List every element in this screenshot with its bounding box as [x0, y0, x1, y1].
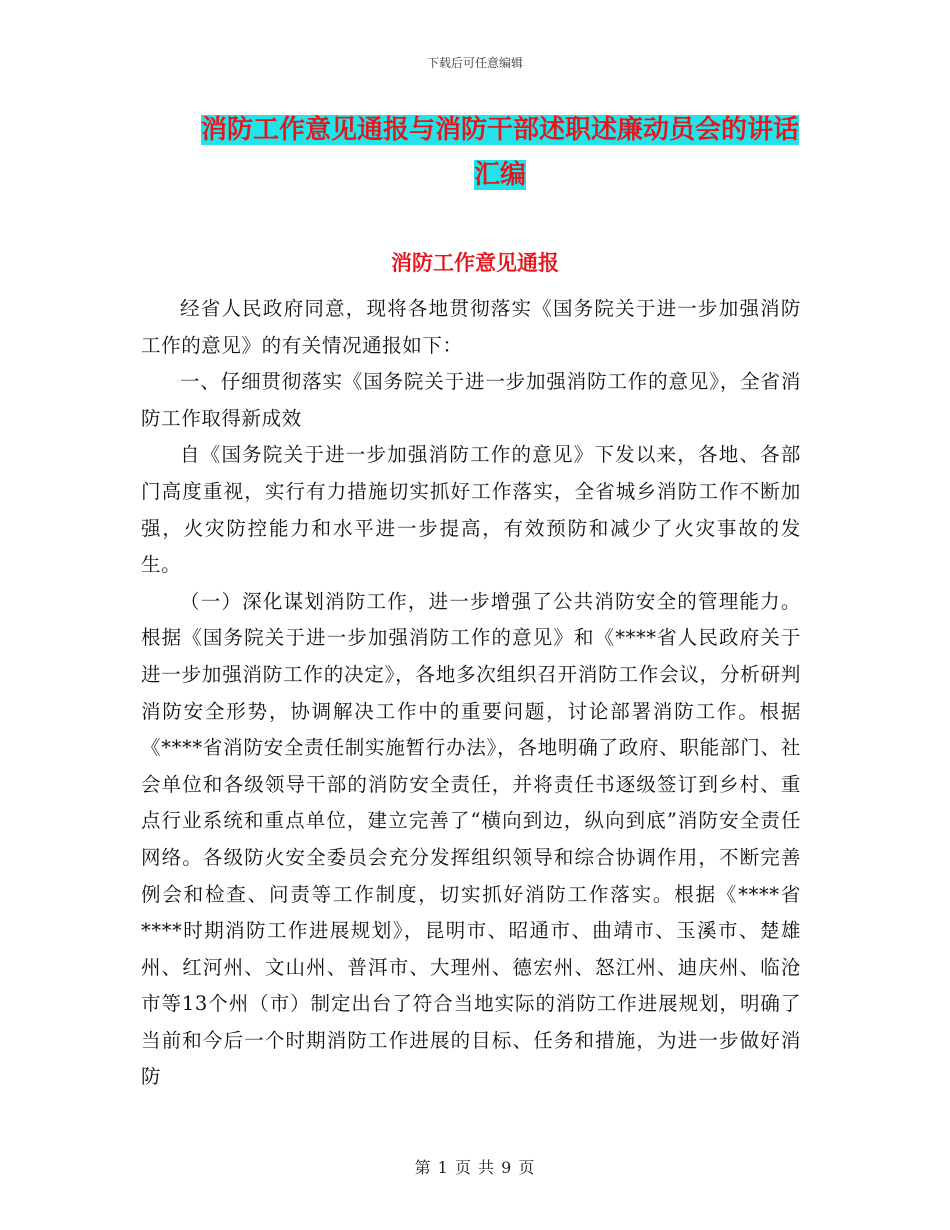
document-title-line-2: 汇编 [473, 160, 526, 190]
paragraph-subsection-1: （一）深化谋划消防工作，进一步增强了公共消防安全的管理能力。根据《国务院关于进一步加强消防工作的意见》和《****省人民政府关于进一步加强消防工作的决定》，各地多次组织召开消防工作会议，分析研判消防安全形势，协调解决工作中的重要问题，讨论部署消防工作。根据《****省消防安全责任制实施暂行办法》，各地明确了政府、职能部门、社会单位和各级领导干部的消防安全责任，并将责任书逐级签订到乡村、重点行业系统和重点单位，建立完善了“横向到边，纵向到底”消防安全责任网络。各级防火安全委员会充分发挥组织领导和综合协调作用，不断完善例会和检查、问责等工作制度，切实抓好消防工作落实。根据《****省****时期消防工作进展规划》，昆明市、昭通市、曲靖市、玉溪市、楚雄州、红河州、文山州、普洱市、大理州、德宏州、怒江州、迪庆州、临沧市等13个州（市）制定出台了符合当地实际的消防工作进展规划，明确了当前和今后一个时期消防工作进展的目标、任务和措施，为进一步做好消防 [141, 589, 801, 1089]
header-note: 下载后可任意编辑 [426, 56, 523, 70]
document-body [141, 291, 801, 1096]
section-title: 消防工作意见通报 [391, 251, 559, 275]
page-footer: 第 1 页 共 9 页 [414, 1158, 536, 1177]
paragraph-heading-1: 一、仔细贯彻落实《国务院关于进一步加强消防工作的意见》，全省消防工作取得新成效 [141, 370, 801, 430]
paragraph-intro: 经省人民政府同意，现将各地贯彻落实《国务院关于进一步加强消防工作的意见》的有关情况通报如下： [141, 297, 801, 357]
document-title [190, 108, 810, 198]
paragraph-overview: 自《国务院关于进一步加强消防工作的意见》下发以来，各地、各部门高度重视，实行有力措施切实抓好工作落实，全省城乡消防工作不断加强，火灾防控能力和水平进一步提高，有效预防和减少了火灾事故的发生。 [141, 443, 801, 577]
document-title-line-1: 消防工作意见通报与消防干部述职述廉动员会的讲话 [200, 115, 799, 145]
